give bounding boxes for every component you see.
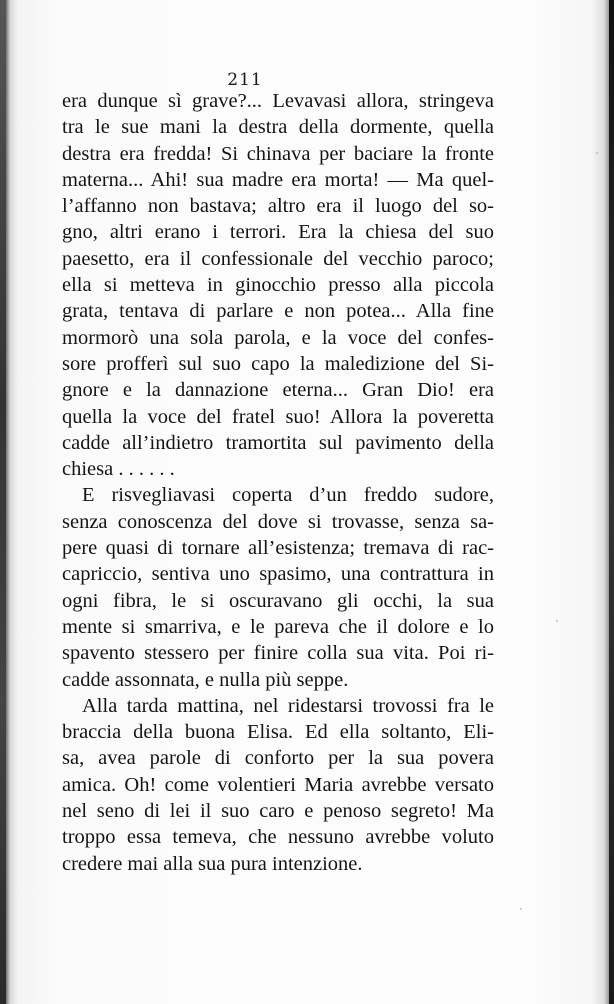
text-line: spavento stessero per finire colla sua vita. Poi ri- xyxy=(62,642,494,665)
text-line: mormorò una sola parola, e la voce del confes- xyxy=(62,326,494,349)
text-line: ella si metteva in ginocchio presso alla piccola xyxy=(62,274,494,297)
text-line: troppo essa temeva, che nessuno avrebbe voluto xyxy=(62,826,494,849)
text-line: nel seno di lei il suo caro e penoso segreto! Ma xyxy=(62,800,494,823)
text-line: tra le sue mani la destra della dormente, quella xyxy=(62,116,494,139)
text-line: senza conoscenza del dove si trovasse, senza sa- xyxy=(62,510,494,533)
paragraph-3 xyxy=(62,693,494,877)
paragraph-1 xyxy=(62,88,494,482)
text-line: pere quasi di tornare all’esistenza; tremava di rac- xyxy=(62,537,494,560)
text-line: Alla tarda mattina, nel ridestarsi trovossi fra le xyxy=(82,694,494,717)
text-line: E risvegliavasi coperta d’un freddo sudore, xyxy=(82,484,494,507)
text-line: grata, tentava di parlare e non potea... Alla fine xyxy=(62,300,494,323)
paper-speck xyxy=(556,620,558,622)
text-line: paesetto, era il confessionale del vecchio paroco; xyxy=(62,247,494,270)
text-line: sa, avea parole di conforto per la sua povera xyxy=(62,747,494,770)
text-line: braccia della buona Elisa. Ed ella soltanto, Eli- xyxy=(62,721,494,744)
text-line: l’affanno non bastava; altro era il luogo del so- xyxy=(62,195,494,218)
text-line: credere mai alla sua pura intenzione. xyxy=(62,852,363,875)
page-right-edge xyxy=(609,0,614,1004)
text-line: gnore e la dannazione eterna... Gran Dio! era xyxy=(62,379,494,402)
text-line: destra era fredda! Si chinava per baciare la fronte xyxy=(62,142,494,165)
paper-speck xyxy=(596,152,598,154)
text-line: era dunque sì grave?... Levavasi allora, stringeva xyxy=(62,90,494,112)
text-line: mente si smarriva, e le pareva che il dolore e lo xyxy=(62,615,494,638)
text-line: cadde assonnata, e nulla più seppe. xyxy=(62,668,349,691)
text-line: capriccio, sentiva uno spasimo, una contrattura in xyxy=(62,563,494,586)
paper-speck xyxy=(520,908,522,910)
body-text xyxy=(62,88,494,877)
page-number: 211 xyxy=(227,70,263,90)
page-left-edge xyxy=(0,0,6,1004)
text-line: amica. Oh! come volentieri Maria avrebbe versato xyxy=(62,773,494,796)
paragraph-2 xyxy=(62,482,494,692)
text-line: sore profferì sul suo capo la maledizione del Si- xyxy=(62,352,494,375)
text-line: ogni fibra, le si oscuravano gli occhi, la sua xyxy=(62,589,494,612)
text-line: chiesa . . . . . . xyxy=(62,458,175,481)
text-line: quella la voce del fratel suo! Allora la poveretta xyxy=(62,405,494,428)
text-line: materna... Ahi! sua madre era morta! — Ma quel- xyxy=(62,168,494,191)
text-line: gno, altri erano i terrori. Era la chiesa del suo xyxy=(62,221,494,244)
text-line: cadde all’indietro tramortita sul pavimento della xyxy=(62,431,494,454)
